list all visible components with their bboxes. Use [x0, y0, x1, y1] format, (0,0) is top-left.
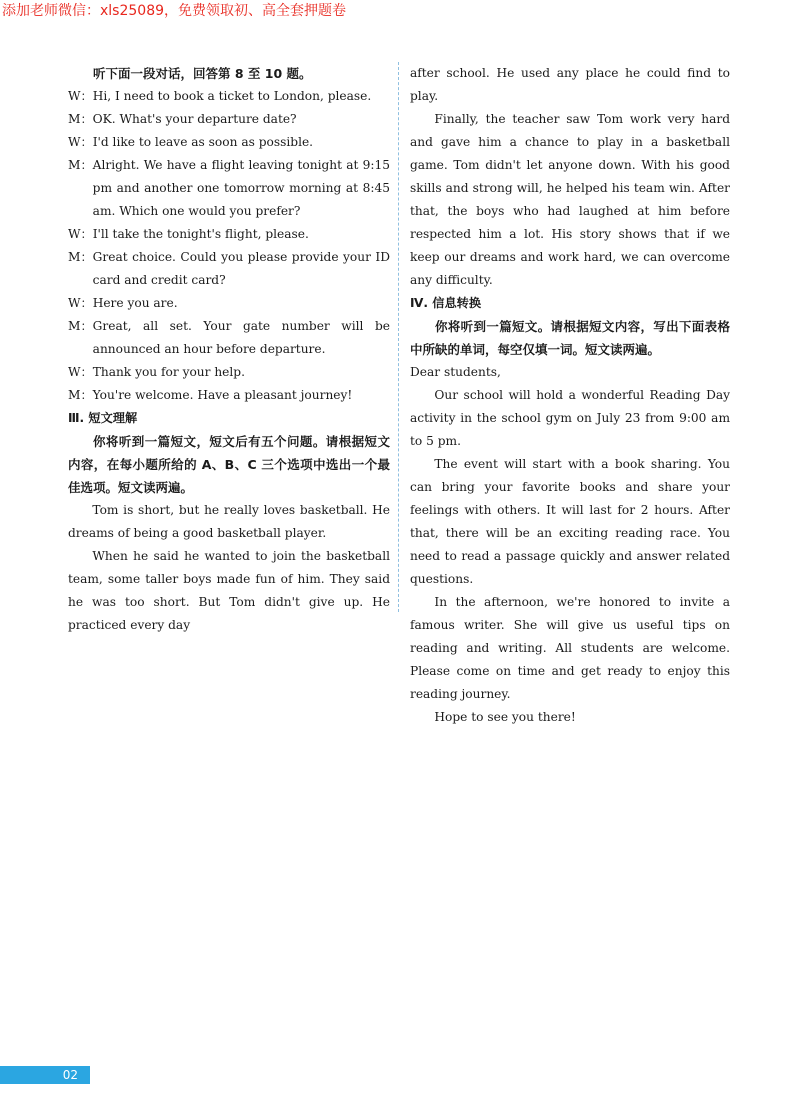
dialogue-line [68, 131, 390, 154]
notice-paragraph-1: Our school will hold a wonderful Reading Day activity in the school gym on July 23 from 9:00 am to 5 pm. [410, 388, 730, 448]
dialogue-text: Great choice. Could you please provide your ID card and credit card? [92, 250, 390, 287]
notice-greeting: Dear students, [410, 365, 501, 379]
dialogue-text: You're welcome. Have a pleasant journey! [92, 388, 353, 402]
dialogue-line [68, 292, 390, 315]
section-3-title: Ⅲ. 短文理解 [68, 411, 138, 425]
notice-paragraph-2: The event will start with a book sharing. You can bring your favorite books and share your feelings with others. It will last for 2 hours. After that, there will be an exciting reading race. You need to read a passage quickly and answer related questions. [410, 457, 730, 586]
speaker-label: M： [68, 112, 93, 126]
speaker-label: W： [68, 227, 93, 241]
section-3-instruction: 你将听到一篇短文，短文后有五个问题。请根据短文内容，在每小题所给的 A、B、C 三个选项中选出一个最佳选项。短文读两遍。 [68, 434, 390, 495]
speaker-label: M： [68, 158, 93, 172]
column-divider [398, 62, 399, 612]
dialogue [68, 85, 390, 407]
story-paragraph-2: When he said he wanted to join the basketball team, some taller boys made fun of him. They said he was too short. But Tom didn't give up. He practiced every day [68, 549, 390, 632]
page-number: 02 [62, 1068, 78, 1082]
dialogue-text: Thank you for your help. [92, 365, 245, 379]
dialogue-line [68, 315, 390, 361]
dialogue-intro: 听下面一段对话，回答第 8 至 10 题。 [93, 66, 312, 81]
left-column [68, 62, 390, 637]
dialogue-line [68, 154, 390, 223]
section-4-title: Ⅳ. 信息转换 [410, 296, 482, 310]
story-paragraph-2-continued: after school. He used any place he could find to play. [410, 66, 730, 103]
section-4-instruction: 你将听到一篇短文。请根据短文内容，写出下面表格中所缺的单词，每空仅填一词。短文读两遍。 [410, 319, 730, 357]
dialogue-text: Alright. We have a flight leaving tonight at 9:15 pm and another one tomorrow morning at 8:45 am. Which one would you prefer? [92, 158, 390, 218]
notice-paragraph-3: In the afternoon, we're honored to invite a famous writer. She will give us useful tips on reading and writing. All students are welcome. Please come on time and get ready to enjoy this reading journey. [410, 595, 730, 701]
dialogue-line [68, 246, 390, 292]
speaker-label: W： [68, 296, 93, 310]
dialogue-text: I'll take the tonight's flight, please. [92, 227, 309, 241]
speaker-label: M： [68, 388, 93, 402]
story-paragraph-3: Finally, the teacher saw Tom work very hard and gave him a chance to play in a basketball game. Tom didn't let anyone down. With his good skills and strong will, he helped his team win. After that, the boys who had laughed at him before respected him a lot. His story shows that if we keep our dreams and work hard, we can overcome any difficulty. [410, 112, 730, 287]
dialogue-text: I'd like to leave as soon as possible. [92, 135, 314, 149]
dialogue-line [68, 361, 390, 384]
page-number-tab [0, 1066, 90, 1084]
speaker-label: W： [68, 89, 93, 103]
watermark-banner: 添加老师微信：xls25089，免费领取初、高全套押题卷 [2, 3, 347, 19]
dialogue-line [68, 384, 390, 407]
dialogue-text: OK. What's your departure date? [92, 112, 297, 126]
speaker-label: W： [68, 135, 93, 149]
dialogue-line [68, 85, 390, 108]
dialogue-line [68, 108, 390, 131]
speaker-label: W： [68, 365, 93, 379]
dialogue-text: Hi, I need to book a ticket to London, please. [92, 89, 372, 103]
dialogue-text: Great, all set. Your gate number will be announced an hour before departure. [92, 319, 390, 356]
dialogue-line [68, 223, 390, 246]
story-paragraph-1: Tom is short, but he really loves basketball. He dreams of being a good basketball player. [68, 503, 390, 540]
speaker-label: M： [68, 250, 93, 264]
notice-closing: Hope to see you there! [434, 710, 576, 724]
dialogue-text: Here you are. [92, 296, 178, 310]
right-column [410, 62, 730, 729]
speaker-label: M： [68, 319, 93, 333]
